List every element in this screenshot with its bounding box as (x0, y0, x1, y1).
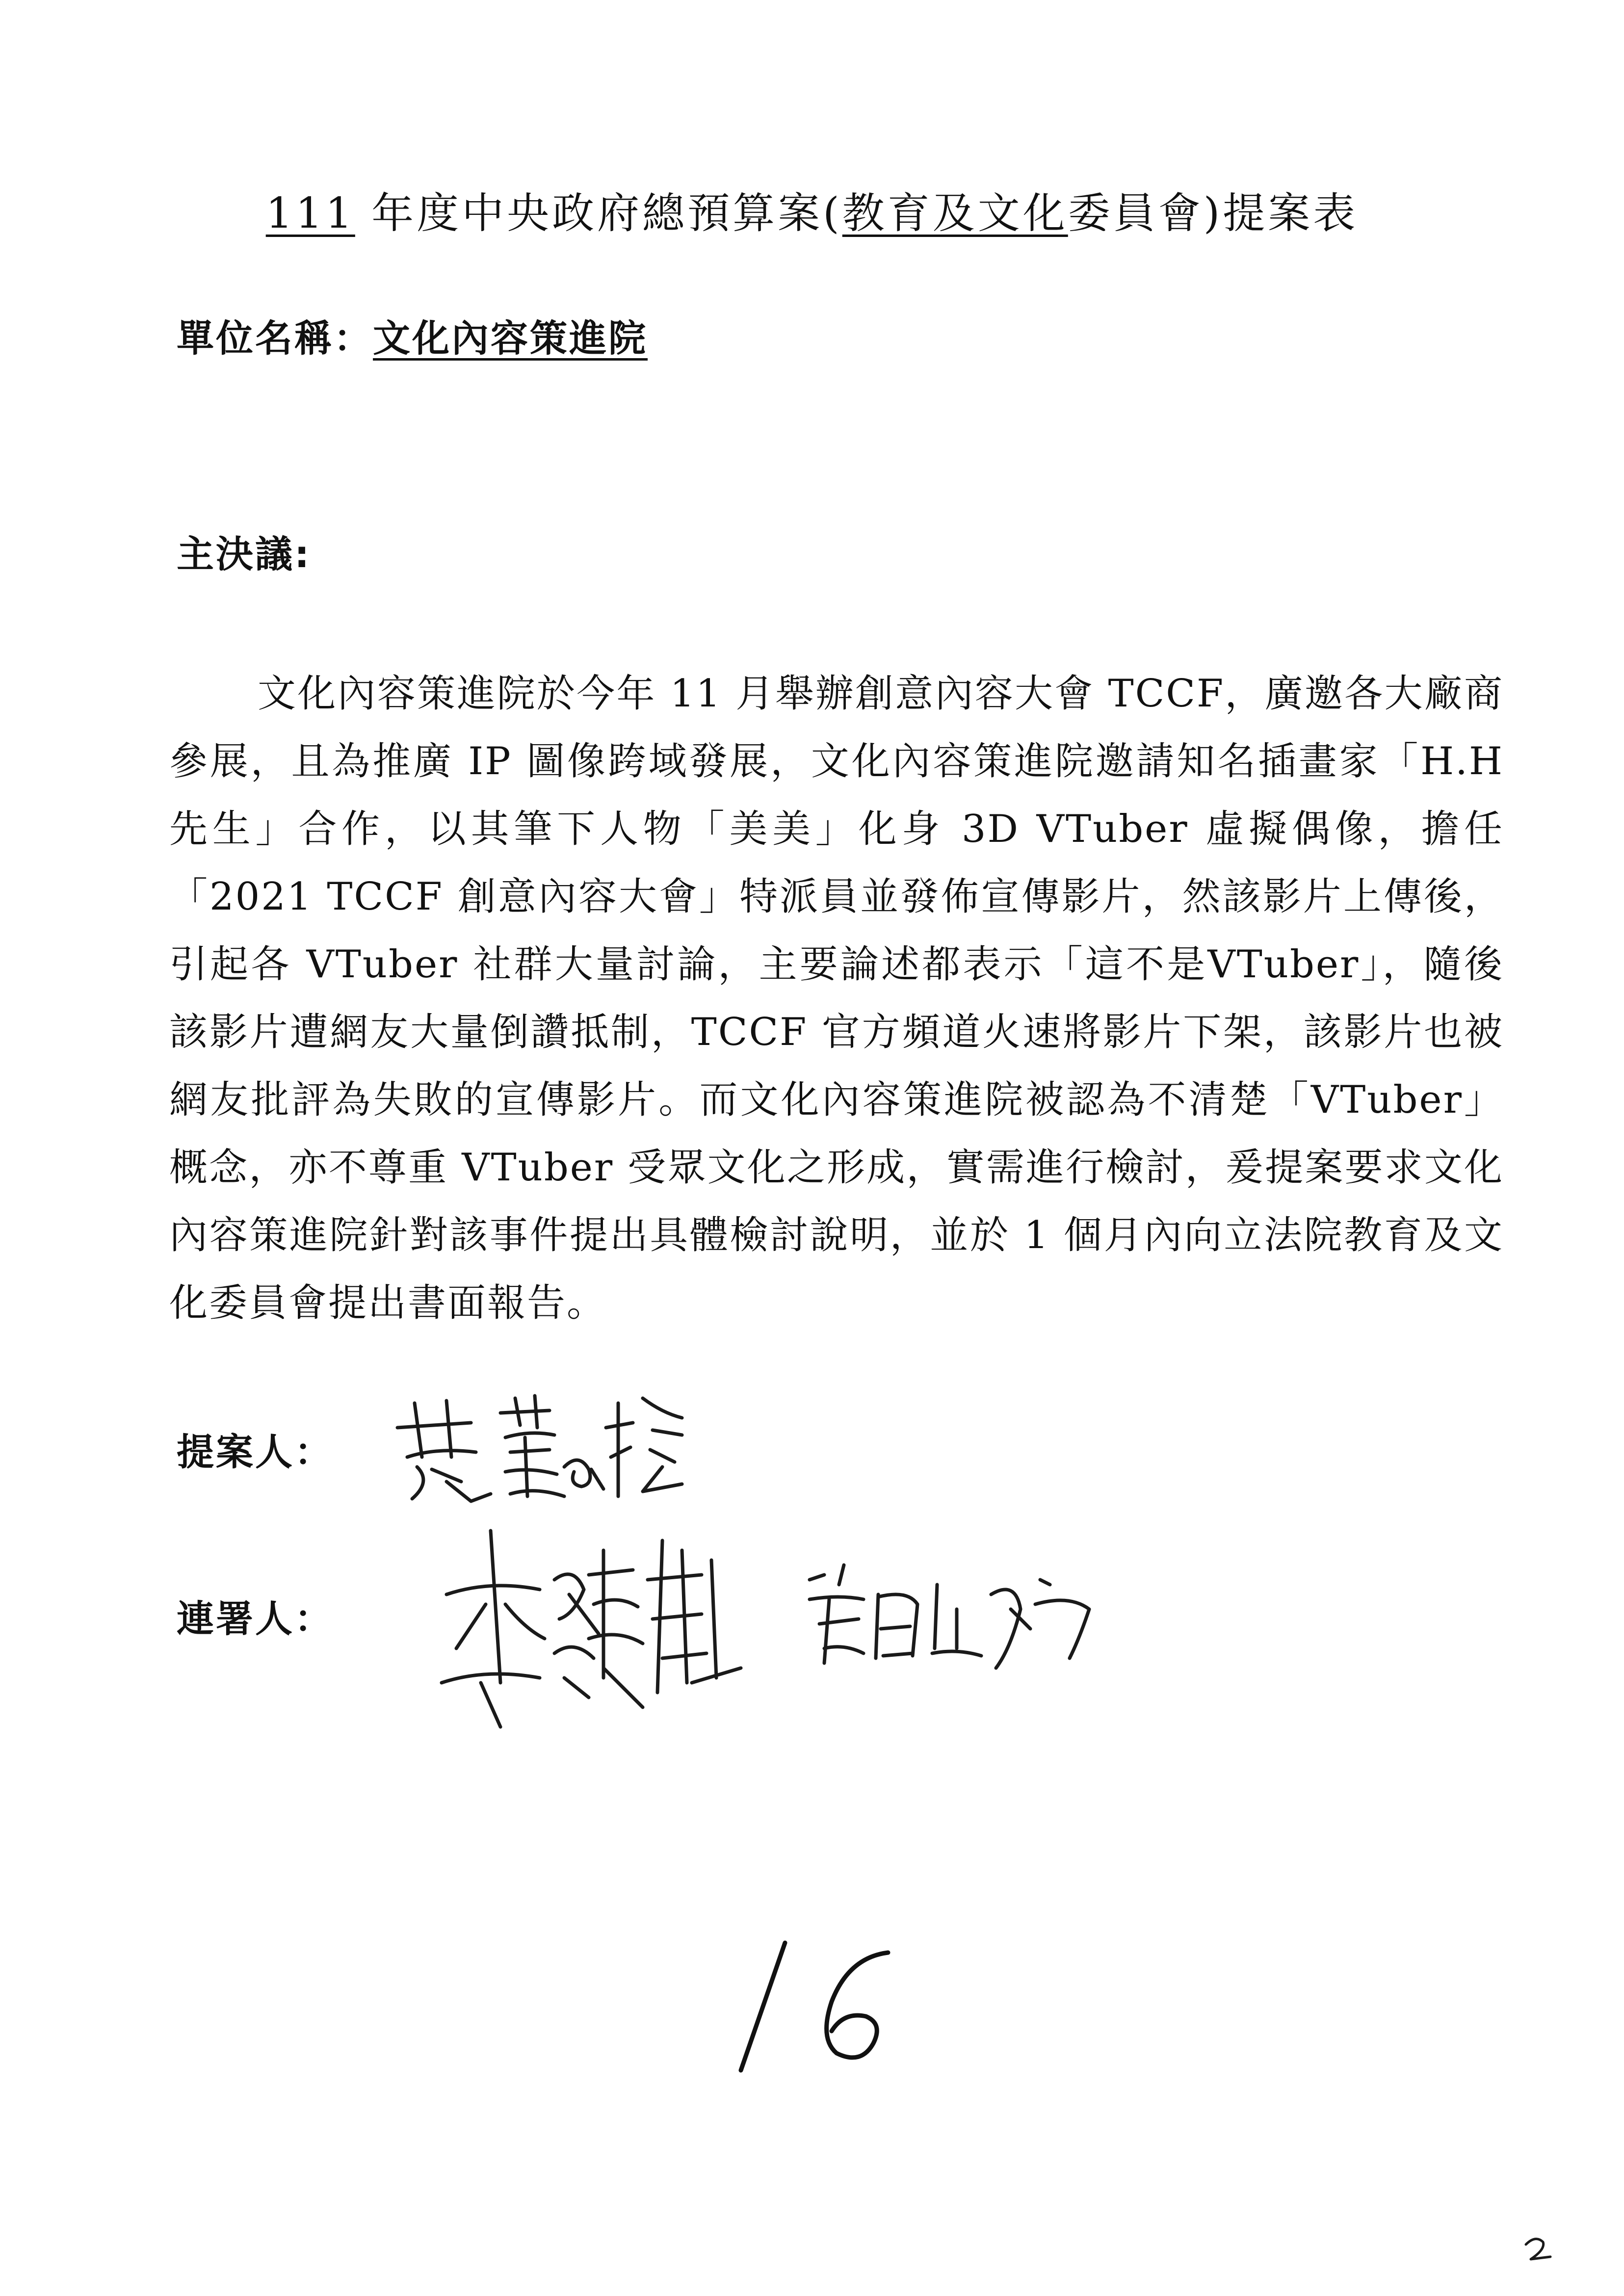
unit-label: 單位名稱： (177, 316, 373, 360)
document-title (0, 186, 1624, 240)
handwritten-page-number (726, 1933, 913, 2082)
proposer-signature (388, 1383, 692, 1511)
proposer-label: 提案人： (177, 1430, 334, 1474)
title-committee: 教育及文化 (842, 189, 1068, 238)
unit-value: 文化內容策進院 (373, 316, 648, 360)
cosigner-signature-1 (427, 1521, 770, 1737)
cosigner-label: 連署人： (177, 1597, 334, 1641)
title-part2: 委員會)提案表 (1068, 189, 1359, 238)
title-year: 111 (265, 189, 355, 238)
corner-mark (1521, 2232, 1560, 2269)
resolution-body: 文化內容策進院於今年 11 月舉辦創意內容大會 TCCF，廣邀各大廠商參展，且為推廣 IP 圖像跨域發展，文化內容策進院邀請知名插畫家「H.H 先生」合作，以其筆下人物「美美」化身 3D VTuber 虛擬偶像，擔任「2021 TCCF 創意內容大會」特派員並發佈宣傳影片，然該影片上傳後，引起各 VTuber 社群大量討論，主要論述都表示「這不是VTuber」，隨後該影片遭網友大量倒讚抵制，TCCF 官方頻道火速將影片下架，該影片也被網友批評為失敗的宣傳影片。而文化內容策進院被認為不清楚「VTuber」概念，亦不尊重 VTuber 受眾文化之形成，實需進行檢討，爰提案要求文化內容策進院針對該事件提出具體檢討說明，並於 1 個月內向立法院教育及文化委員會提出書面報告。 (169, 672, 1504, 1325)
resolution-heading: 主決議: (177, 532, 312, 576)
unit-row (177, 314, 648, 363)
title-part1: 年度中央政府總預算案( (355, 189, 842, 238)
cosigner-signature-2 (795, 1550, 1099, 1678)
